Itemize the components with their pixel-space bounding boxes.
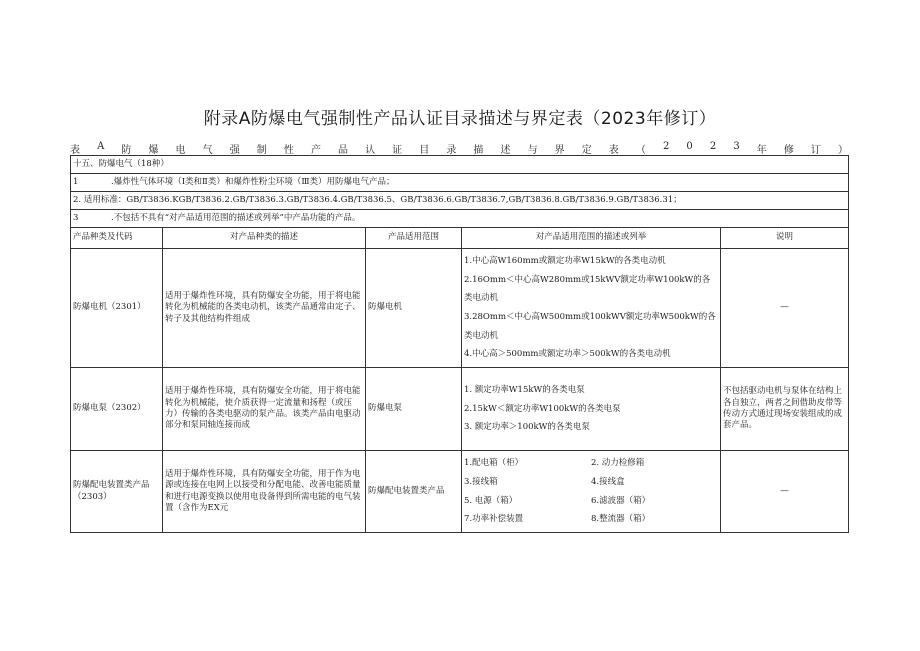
caption-char: 2 [662,141,670,152]
caption-char: 修 [783,145,794,156]
caption-char: 描 [473,145,484,156]
scope-item: 1. 额定功率W15kW的各类电泵 [464,384,585,395]
caption-char: 表 [608,145,619,156]
caption-char: 性 [283,145,294,156]
note-2: 2. 适用标准：GB/T3836.KGB/T3836.2.GB/T3836.3.GB/T3836.4.GB/T3836.5、GB/T3836.6.GB/T3836.7,GB/T3836.8.GB/T3836.9.GB/T3836.31； [71,192,849,210]
product-scope: 防爆配电装置类产品 [366,451,462,533]
caption-char: （ [635,145,646,156]
column-header: 产品种类及代码 [71,228,163,249]
caption-char: 与 [527,145,538,156]
caption-char: 界 [554,145,565,156]
note-3: 3 .不包括不具有“对产品适用范围的描述或列举”中产品功能的产品。 [71,210,849,228]
caption-char: 录 [446,145,457,156]
scope-item: 3. 额定功率＞100kW的各类电泵 [464,422,590,433]
product-scope: 防爆电泵 [366,368,462,451]
scope-list [462,451,721,533]
caption-char: 爆 [148,145,159,156]
caption-char: 定 [581,145,592,156]
scope-item-pair: 5. 电源（箱） 6.滤波器（箱） [464,495,651,506]
document-title: 附录A防爆电气强制性产品认证目录描述与界定表（2023年修订） [203,109,717,129]
table-row [71,451,849,533]
column-header: 对产品适用范围的描述或列举 [462,228,721,249]
caption-char: 2 [709,141,717,152]
scope-item-pair: 7.功率补偿装置 8.整流器（箱） [464,514,651,525]
scope-item: 2.15kW＜额定功率W100kW的各类电泵 [464,403,621,414]
column-header: 产品适用范围 [366,228,462,249]
caption-char: ） [838,145,848,156]
scope-item: 3.28Omm＜中心高W500mm或100kWV额定功率W500kW的各类电动机 [464,312,716,341]
caption-char: A [97,141,105,152]
caption-char: 订 [810,145,821,156]
table-header-row [71,228,849,249]
caption-char: 电 [175,145,186,156]
scope-list [462,368,721,451]
product-category: 防爆电机（2301） [71,249,163,368]
product-category: 防爆配电装置类产品（2303） [71,451,163,533]
scope-item: 2.16Omm＜中心高W280mm或15kWV额定功率W100kW的各类电动机 [464,274,711,304]
caption-char: 制 [256,145,267,156]
product-scope: 防爆电机 [366,249,462,368]
remark: — [721,249,849,368]
category-description: 适用于爆炸性环境，具有防爆安全功能，用于将电能转化为机械能的各类电动机，该类产品通常由定子、转子及其他结构件组成 [163,249,366,368]
table-row [71,368,849,451]
caption-char: 0 [686,141,693,152]
column-header: 说明 [721,228,849,249]
caption-char: 品 [338,145,349,156]
caption-char: 述 [500,145,511,156]
table-caption [70,141,848,156]
category-description: 适用于爆炸性环境，具有防爆安全功能，用于作为电源或连接在电网上以接受和分配电能、改善电能质量和进行电源变换以使用电设备得到所需电能的电气装置（含作为EX元 [163,451,366,533]
table-row [71,249,849,368]
caption-char: 认 [365,145,376,156]
caption-char: 产 [310,145,321,156]
caption-char: 目 [419,145,430,156]
scope-list [462,249,721,368]
caption-char: 防 [121,145,132,156]
caption-char: 强 [229,145,240,156]
scope-item: 1.中心高W160mm或额定功率W15kW的各类电动机 [464,255,666,266]
caption-char: 年 [756,145,767,156]
remark: — [721,451,849,533]
note-1: 1 .爆炸性气体环境（Ⅰ类和Ⅱ类）和爆炸性粉尘环境（Ⅲ类）用防爆电气产品； [71,174,849,192]
scope-item-pair: 3.接线箱 4.接线盒 [464,476,625,487]
scope-item-pair: 1.配电箱（柜） 2. 动力检修箱 [464,458,645,469]
scope-item: 4.中心高＞500mm或额定功率＞500kW的各类电动机 [464,349,671,360]
section-heading: 十五、防爆电气（18种） [71,156,849,174]
column-header: 对产品种类的描述 [163,228,366,249]
caption-char: 证 [392,145,403,156]
caption-char: 气 [202,145,213,156]
product-category: 防爆电泵（2302） [71,368,163,451]
caption-char: 3 [733,141,740,152]
category-description: 适用于爆炸性环境，具有防爆安全功能，用于将电能转化为机械能，使介质获得一定流量和扬程（或压力）传输的各类电驱动的泵产品。该类产品由电驱动部分和泵同轴连接而成 [163,368,366,451]
remark: 不包括驱动电机与泵体在结构上各自独立，两者之间借助皮带等传动方式通过现场安装组成的成套产品。 [721,368,849,451]
definition-table [70,155,849,533]
caption-char: 表 [70,145,80,156]
